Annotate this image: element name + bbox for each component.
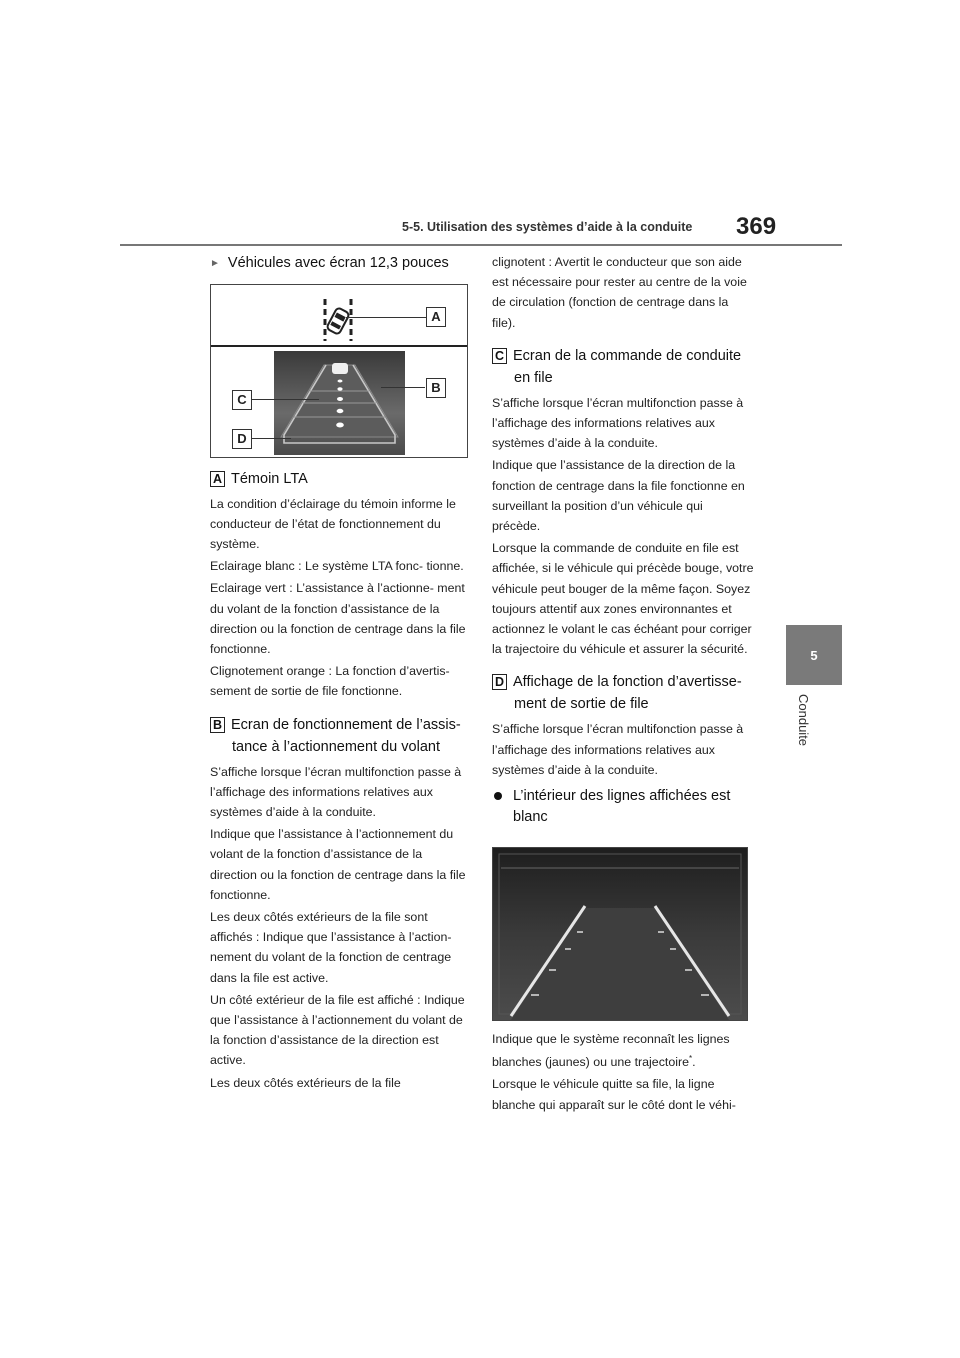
- header-section-title: 5-5. Utilisation des systèmes d’aide à la conduite: [402, 220, 693, 234]
- callout-c-leader: [251, 399, 319, 400]
- section-a-title: Témoin LTA: [231, 470, 308, 487]
- lane-lines-graphic: [493, 848, 747, 1020]
- section-c-title-line-1: Ecran de la commande de conduite: [513, 347, 742, 364]
- section-d-paragraph-2: [492, 1029, 754, 1072]
- preceding-vehicle-icon: [332, 363, 348, 374]
- section-c-paragraph-3: Lorsque la commande de conduite en file est affichée, si le véhicule qui précède bouge, votre véhicule peut bouger de la même façon. Soyez toujours attentif aux zones environnantes et actionnez le volant le cas échéant pour corriger la trajectoire du véhicule et assurer la sécurité.: [492, 541, 754, 657]
- section-b-paragraph-continued: clignotent : Avertit le conducteur que son aide est nécessaire pour rester au centre de la voie de circulation (fonction de centrage dans la file).: [492, 255, 747, 330]
- lane-display-screen: [274, 351, 405, 455]
- callout-a: A: [426, 307, 446, 327]
- chapter-tab[interactable]: 5: [786, 625, 842, 685]
- page-number: 369: [736, 213, 777, 240]
- section-b-paragraph-2: Indique que l’assistance à l’actionnement du volant de la fonction d’assistance de la direction ou la fonction de centrage dans la file fonctionne.: [210, 827, 466, 902]
- section-d-marker: D: [492, 674, 507, 690]
- section-a-heading: [210, 468, 472, 490]
- section-a-paragraph-4: Clignotement orange : La fonction d’avertis- sement de sortie de file fonctionne.: [210, 664, 450, 699]
- section-b-paragraph-1: S’affiche lorsque l’écran multifonction passe à l’affichage des informations relatives aux systèmes d’aide à la conduite.: [210, 764, 462, 819]
- footnote-marker: *: [689, 1054, 693, 1064]
- section-d-paragraph-1: S’affiche lorsque l’écran multifonction passe à l’affichage des informations relatives aux systèmes d’aide à la conduite.: [492, 722, 744, 777]
- section-d-title-line-1: Affichage de la fonction d’avertisse-: [513, 674, 742, 691]
- vehicle-variant-heading: [210, 252, 472, 276]
- section-b-paragraph-3: Les deux côtés extérieurs de la file sont affichés : Indique que l’assistance à l’action- nement du volant de la fonction de centrage dans la file est active.: [210, 909, 452, 985]
- header-rule: [120, 244, 842, 246]
- section-d-paragraph-3: Lorsque le véhicule quitte sa file, la ligne blanche qui apparaît sur le côté dont le véhi-: [492, 1077, 736, 1112]
- section-c-marker: C: [492, 348, 507, 364]
- section-c-title-line-2: en file: [514, 369, 553, 386]
- section-b-marker: B: [210, 717, 225, 733]
- callout-d: D: [232, 429, 252, 449]
- callout-a-leader: [346, 317, 426, 318]
- section-b-title-line-1: Ecran de fonctionnement de l’assis-: [231, 716, 461, 733]
- section-d-title-line-2: ment de sortie de file: [514, 696, 649, 713]
- bullet-lines-white: [492, 786, 754, 827]
- vehicle-variant-heading-text: Véhicules avec écran 12,3 pouces: [227, 255, 449, 271]
- section-b-paragraph-4: Un côté extérieur de la file est affiché : Indique que l’assistance à l’actionnement du volant de la fonction d’assistance de la direction est active.: [210, 992, 465, 1068]
- lta-indicator-icon: [319, 297, 359, 345]
- lta-display-figure: [210, 284, 468, 458]
- right-column: [492, 252, 754, 1117]
- section-b-heading: [210, 714, 472, 758]
- section-c-heading: [492, 345, 754, 389]
- section-c-paragraph-2: Indique que l’assistance de la direction de la fonction de centrage dans la file fonctionne en surveillant la position d’un véhicule qui précède.: [492, 458, 745, 534]
- section-a-paragraph-3: Eclairage vert : L’assistance à l’actionne- ment du volant de la fonction d’assistance de la direction ou la fonction de centrage dans la file fonctionne.: [210, 581, 466, 656]
- callout-c: C: [232, 390, 252, 410]
- bullet-lines-white-text: L’intérieur des lignes affichées est blanc: [513, 788, 731, 825]
- bullet-dot-icon: [494, 792, 502, 800]
- section-b-paragraph-5: Les deux côtés extérieurs de la file: [210, 1075, 401, 1090]
- meter-divider-line: [211, 345, 467, 347]
- left-column: [210, 252, 472, 1095]
- callout-b-leader: [381, 387, 425, 388]
- section-d-paragraph-2-text: Indique que le système reconnaît les lignes blanches (jaunes) ou une trajectoire: [492, 1032, 730, 1070]
- callout-d-leader: [251, 438, 291, 439]
- section-c-paragraph-1: S’affiche lorsque l’écran multifonction passe à l’affichage des informations relatives aux systèmes d’aide à la conduite.: [492, 395, 744, 451]
- section-d-paragraph-2-end: .: [692, 1055, 696, 1070]
- section-a-marker: A: [210, 471, 225, 487]
- callout-b: B: [426, 378, 446, 398]
- triangle-bullet-icon: ►: [210, 258, 220, 269]
- section-a-paragraph-1: La condition d’éclairage du témoin informe le conducteur de l’état de fonctionnement du système.: [210, 496, 456, 551]
- chapter-tab-label: Conduite: [796, 694, 811, 747]
- section-b-title-line-2: tance à l’actionnement du volant: [232, 738, 440, 755]
- lane-trace-graphic: [274, 351, 405, 455]
- section-a-paragraph-2: Eclairage blanc : Le système LTA fonc- tionne.: [210, 559, 464, 574]
- section-d-heading: [492, 671, 754, 715]
- lane-departure-figure: [492, 847, 748, 1021]
